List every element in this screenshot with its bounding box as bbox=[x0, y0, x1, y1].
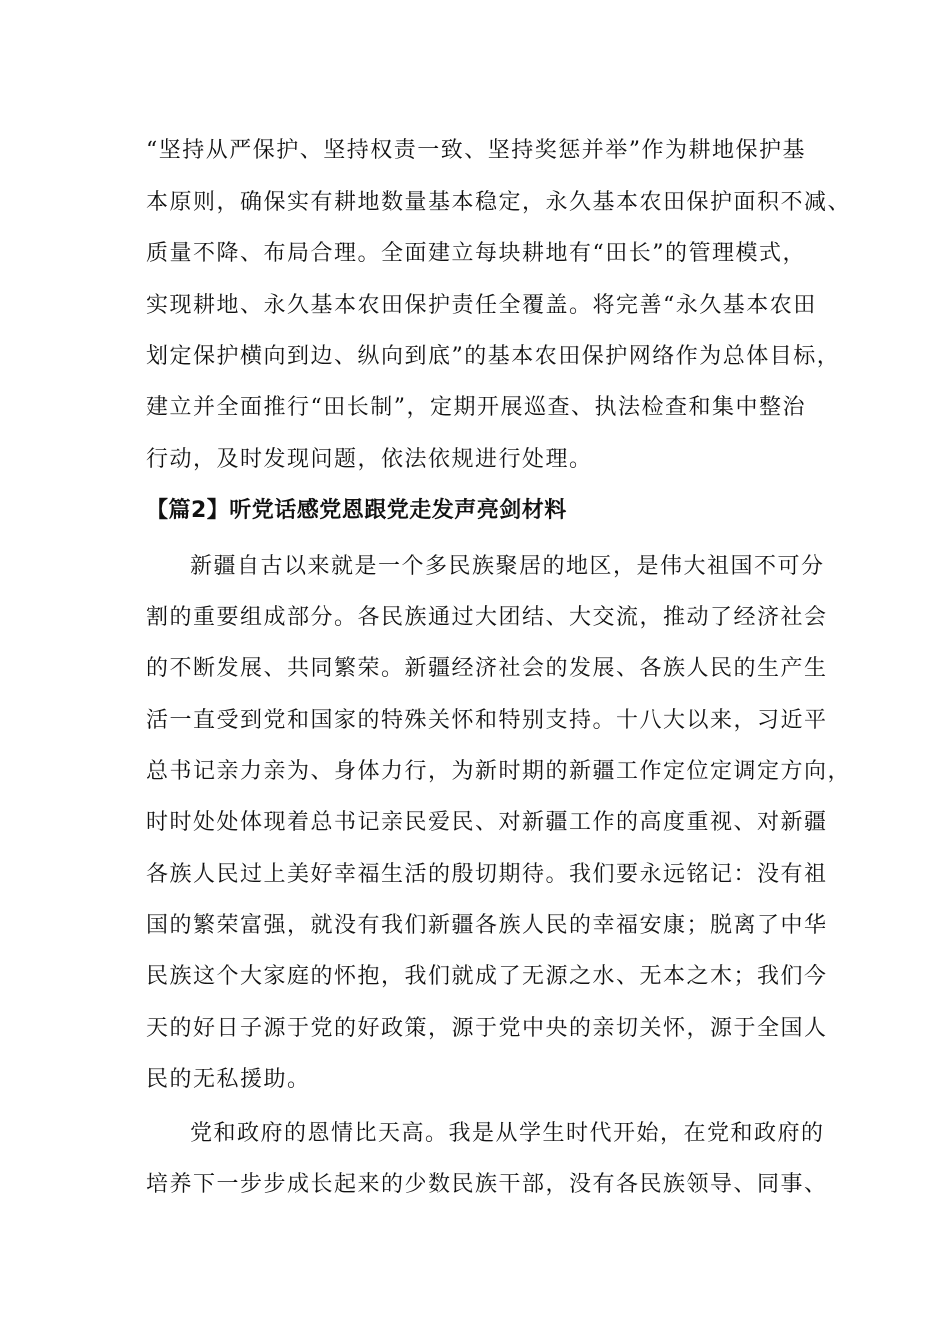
body-text-line: 新疆自古以来就是一个多民族聚居的地区，是伟大祖国不可分 bbox=[190, 554, 825, 579]
body-text-line: 的不断发展、共同繁荣。新疆经济社会的发展、各族人民的生产生 bbox=[146, 656, 828, 681]
body-text-line: 民族这个大家庭的怀抱，我们就成了无源之水、无本之木；我们今 bbox=[146, 964, 828, 989]
body-text-line: 培养下一步步成长起来的少数民族干部，没有各民族领导、同事、 bbox=[146, 1172, 828, 1197]
body-text-line: 时时处处体现着总书记亲民爱民、对新疆工作的高度重视、对新疆 bbox=[146, 810, 828, 835]
body-text-line: 划定保护横向到边、纵向到底”的基本农田保护网络作为总体目标， bbox=[146, 344, 841, 369]
body-text-line: “坚持从严保护、坚持权责一致、坚持奖惩并举”作为耕地保护基 bbox=[146, 138, 806, 163]
body-text-line: 各族人民过上美好幸福生活的殷切期待。我们要永远铭记：没有祖 bbox=[146, 862, 828, 887]
body-text-line: 割的重要组成部分。各民族通过大团结、大交流，推动了经济社会 bbox=[146, 605, 828, 630]
body-text-line: 党和政府的恩情比天高。我是从学生时代开始，在党和政府的 bbox=[190, 1121, 825, 1146]
body-text-line: 行动，及时发现问题，依法依规进行处理。 bbox=[146, 447, 593, 472]
body-text-line: 民的无私援助。 bbox=[146, 1067, 311, 1092]
body-text-line: 本原则，确保实有耕地数量基本稳定，永久基本农田保护面积不减、 bbox=[146, 190, 852, 215]
body-text-line: 活一直受到党和国家的特殊关怀和特别支持。十八大以来，习近平 bbox=[146, 708, 828, 733]
body-text-line: 质量不降、布局合理。全面建立每块耕地有“田长”的管理模式， bbox=[146, 241, 806, 266]
body-text-line: 国的繁荣富强，就没有我们新疆各族人民的幸福安康；脱离了中华 bbox=[146, 913, 828, 938]
body-text-line: 实现耕地、永久基本农田保护责任全覆盖。将完善“永久基本农田 bbox=[146, 293, 817, 318]
section-heading: 【篇2】听党话感党恩跟党走发声亮剑材料 bbox=[146, 498, 567, 523]
body-text-line: 建立并全面推行“田长制”，定期开展巡查、执法检查和集中整治 bbox=[146, 395, 806, 420]
body-text-line: 天的好日子源于党的好政策，源于党中央的亲切关怀，源于全国人 bbox=[146, 1016, 828, 1041]
body-text-line: 总书记亲力亲为、身体力行，为新时期的新疆工作定位定调定方向， bbox=[146, 759, 852, 784]
